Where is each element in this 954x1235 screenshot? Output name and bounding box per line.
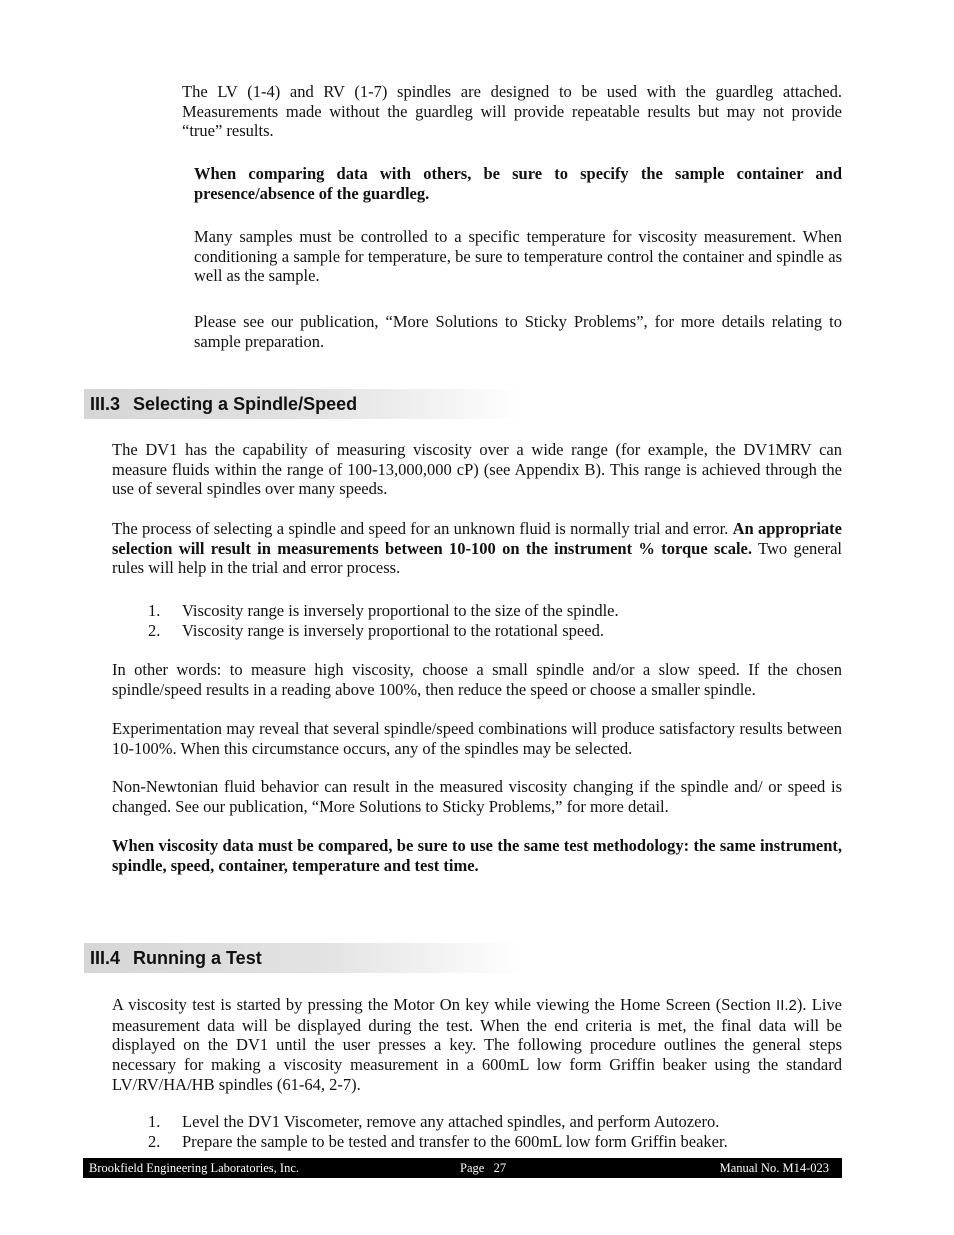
section3-paragraph-non-newtonian: Non-Newtonian fluid behavior can result in the measured viscosity changing if the spindle and/ or speed is changed. See our publication, “More Solutions to Sticky Problems,” for more detail. [112, 777, 842, 816]
section4-p1-b: ). Live measurement data will be displayed during the test. When the end criteria is met, the final data will be displayed on the DV1 until the user presses a key. The following procedure outlines the general steps necessary for making a viscosity measurement in a 600mL low form Griffin beaker using the standard LV/RV/HA/HB spindles (61-64, 2-7). [112, 995, 843, 1094]
section3-paragraph-experimentation: Experimentation may reveal that several spindle/speed combinations will produce satisfactory results between 10-100%. When this circumstance occurs, any of the spindles may be selected. [112, 719, 842, 758]
section3-paragraph-capability: The DV1 has the capability of measuring viscosity over a wide range (for example, the DV1MRV can measure fluids within the range of 100-13,000,000 cP) (see Appendix B). This range is achieved through the use of several spindles over many speeds. [112, 440, 842, 499]
steps-list [148, 1112, 728, 1151]
list-number: 1. [148, 1112, 161, 1131]
section3-paragraph-compare-methodology: When viscosity data must be compared, be sure to use the same test methodology: the same instrument, spindle, speed, container, temperature and test time. [112, 836, 842, 875]
list-item-text: Level the DV1 Viscometer, remove any attached spindles, and perform Autozero. [182, 1112, 720, 1131]
list-number: 2. [148, 620, 161, 640]
section-title: Running a Test [133, 948, 262, 968]
section-heading-running-test [84, 943, 524, 973]
list-item-text: Prepare the sample to be tested and transfer to the 600mL low form Griffin beaker. [182, 1131, 728, 1151]
intro-paragraph-temperature: Many samples must be controlled to a specific temperature for viscosity measurement. When conditioning a sample for temperature, be sure to temperature control the container and spindle as well as the sample. [194, 227, 842, 286]
list-item [148, 621, 619, 641]
list-item-text: Viscosity range is inversely proportional to the rotational speed. [182, 620, 604, 640]
section3-p2-end: Two general rules will help in the trial and error process. [112, 538, 843, 578]
section-number: III.4 [90, 948, 121, 968]
footer-manual-number: Manual No. M14-023 [719, 1161, 829, 1175]
section3-paragraph-trial-and-error [112, 519, 842, 578]
section4-p1-a: A viscosity test is started by pressing the Motor On key while viewing the Home Screen (Section [112, 995, 777, 1014]
section-title: Selecting a Spindle/Speed [133, 394, 358, 414]
intro-paragraph-guardleg: The LV (1-4) and RV (1-7) spindles are designed to be used with the guardleg attached. Measurements made without the guardleg will provide repeatable results but may not provide “true” results. [182, 82, 842, 141]
list-item [148, 1112, 728, 1132]
list-item [148, 1132, 728, 1152]
intro-paragraph-publication: Please see our publication, “More Solutions to Sticky Problems”, for more details relating to sample preparation. [194, 312, 842, 351]
list-item [148, 601, 619, 621]
section4-paragraph-viscosity-test [112, 995, 842, 1095]
section3-p2-bold: An appropriate selection will result in measurements between 10-100 on the instrument % torque scale. [112, 519, 842, 558]
list-number: 2. [148, 1131, 161, 1151]
footer-page-number: Page 27 [460, 1161, 507, 1175]
footer-company: Brookfield Engineering Laboratories, Inc. [89, 1161, 299, 1175]
section-heading-selecting-spindle [84, 389, 524, 419]
section3-paragraph-other-words: In other words: to measure high viscosity, choose a small spindle and/or a slow speed. If the chosen spindle/speed results in a reading above 100%, then reduce the speed or choose a smaller spindle. [112, 660, 842, 699]
list-number: 1. [148, 601, 161, 620]
rules-list [148, 601, 619, 640]
section-reference: II.2 [776, 997, 797, 1014]
section-number: III.3 [90, 394, 121, 414]
list-item-text: Viscosity range is inversely proportional to the size of the spindle. [182, 601, 619, 620]
intro-paragraph-comparing-note: When comparing data with others, be sure to specify the sample container and presence/absence of the guardleg. [194, 164, 842, 203]
section3-p2-start: The process of selecting a spindle and speed for an unknown fluid is normally trial and error. [112, 519, 733, 538]
page-footer [83, 1158, 842, 1178]
